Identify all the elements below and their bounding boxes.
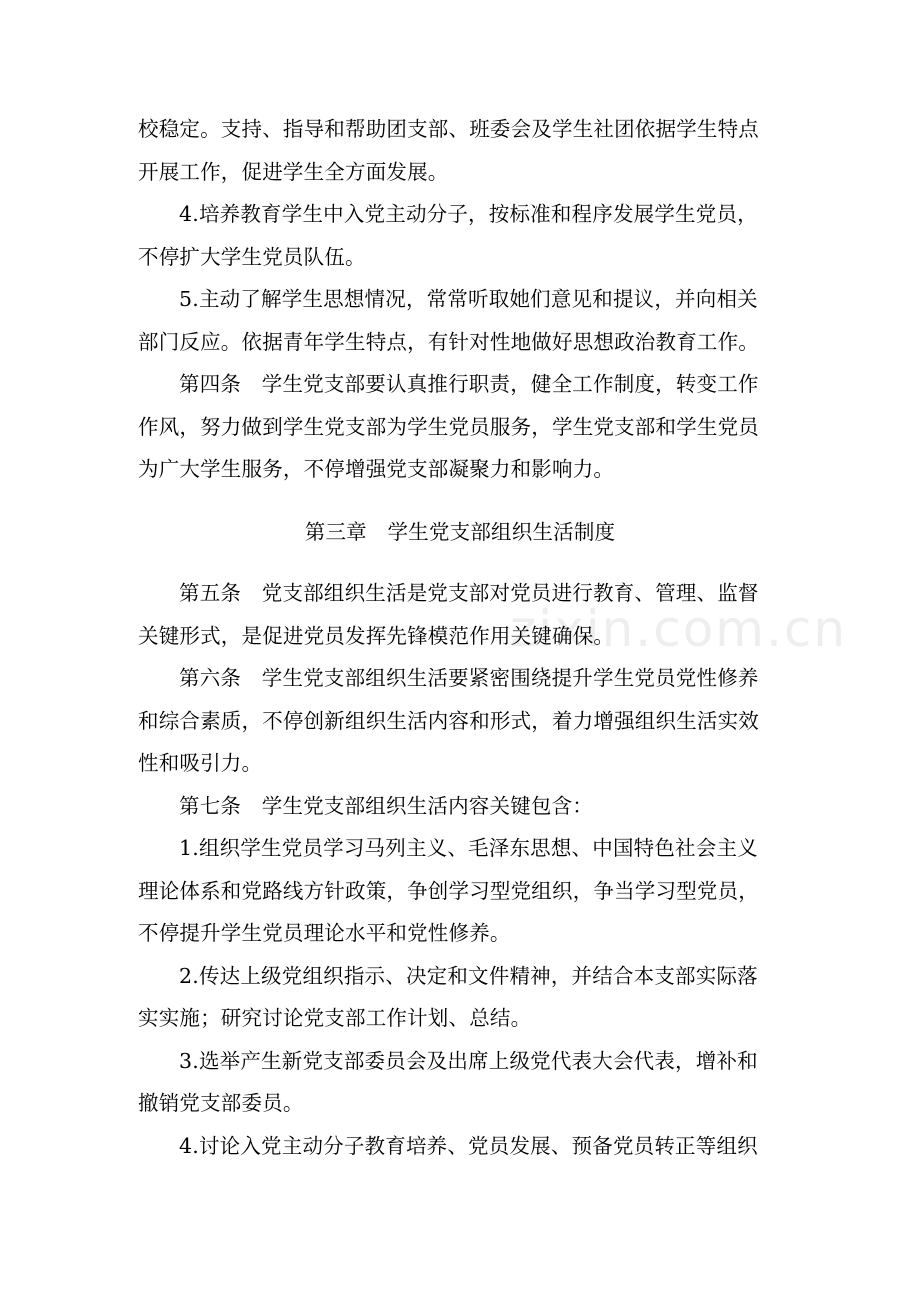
- watermark: zixin.com.cn: [510, 600, 848, 658]
- text-line: 2.传达上级党组织指示、决定和文件精神，并结合本支部实际落: [179, 963, 758, 988]
- text-line: 校稳定。支持、指导和帮助团支部、班委会及学生社团依据学生特点: [138, 117, 759, 141]
- text-line: 为广大学生服务，不停增强党支部凝聚力和影响力。: [138, 457, 615, 481]
- chapter-heading: 第三章 学生党支部组织生活制度: [304, 519, 616, 544]
- article-4-start: 第四条 学生党支部要认真推行职责，健全工作制度，转变工作: [179, 372, 759, 396]
- text-line: 不停扩大学生党员队伍。: [138, 244, 366, 269]
- article-5-start: 第五条 党支部组织生活是党支部对党员进行教育、管理、监督: [179, 581, 759, 605]
- text-line: 理论体系和党路线方针政策，争创学习型党组织，争当学习型党员，: [138, 878, 759, 903]
- article-6-start: 第六条 学生党支部组织生活要紧密围绕提升学生党员党性修养: [179, 666, 759, 690]
- text-line: 部门反应。依据青年学生特点，有针对性地做好思想政治教育工作。: [138, 329, 759, 354]
- text-line: 开展工作，促进学生全方面发展。: [138, 159, 449, 184]
- text-line: 4.培养教育学生中入党主动分子，按标准和程序发展学生党员，: [179, 202, 758, 226]
- text-line: 关键形式，是促进党员发挥先锋模范作用关键确保。: [138, 623, 615, 648]
- text-line: 1.组织学生党员学习马列主义、毛泽东思想、中国特色社会主义: [179, 836, 758, 860]
- article-7-start: 第七条 学生党支部组织生活内容关键包含：: [179, 793, 593, 818]
- text-line: 撤销党支部委员。: [138, 1091, 304, 1115]
- text-line: 4.讨论入党主动分子教育培养、党员发展、预备党员转正等组织: [179, 1133, 758, 1158]
- text-line: 性和吸引力。: [138, 751, 263, 775]
- text-line: 3.选举产生新党支部委员会及出席上级党代表大会代表，增补和: [179, 1048, 758, 1073]
- text-line: 5.主动了解学生思想情况，常常听取她们意见和提议，并向相关: [179, 287, 758, 311]
- text-line: 实实施；研究讨论党支部工作计划、总结。: [138, 1006, 532, 1030]
- document-body: [138, 108, 794, 1167]
- text-line: 不停提升学生党员理论水平和党性修养。: [138, 921, 511, 945]
- text-line: 作风，努力做到学生党支部为学生党员服务，学生党支部和学生党员: [138, 414, 759, 439]
- text-line: 和综合素质，不停创新组织生活内容和形式，着力增强组织生活实效: [138, 708, 759, 733]
